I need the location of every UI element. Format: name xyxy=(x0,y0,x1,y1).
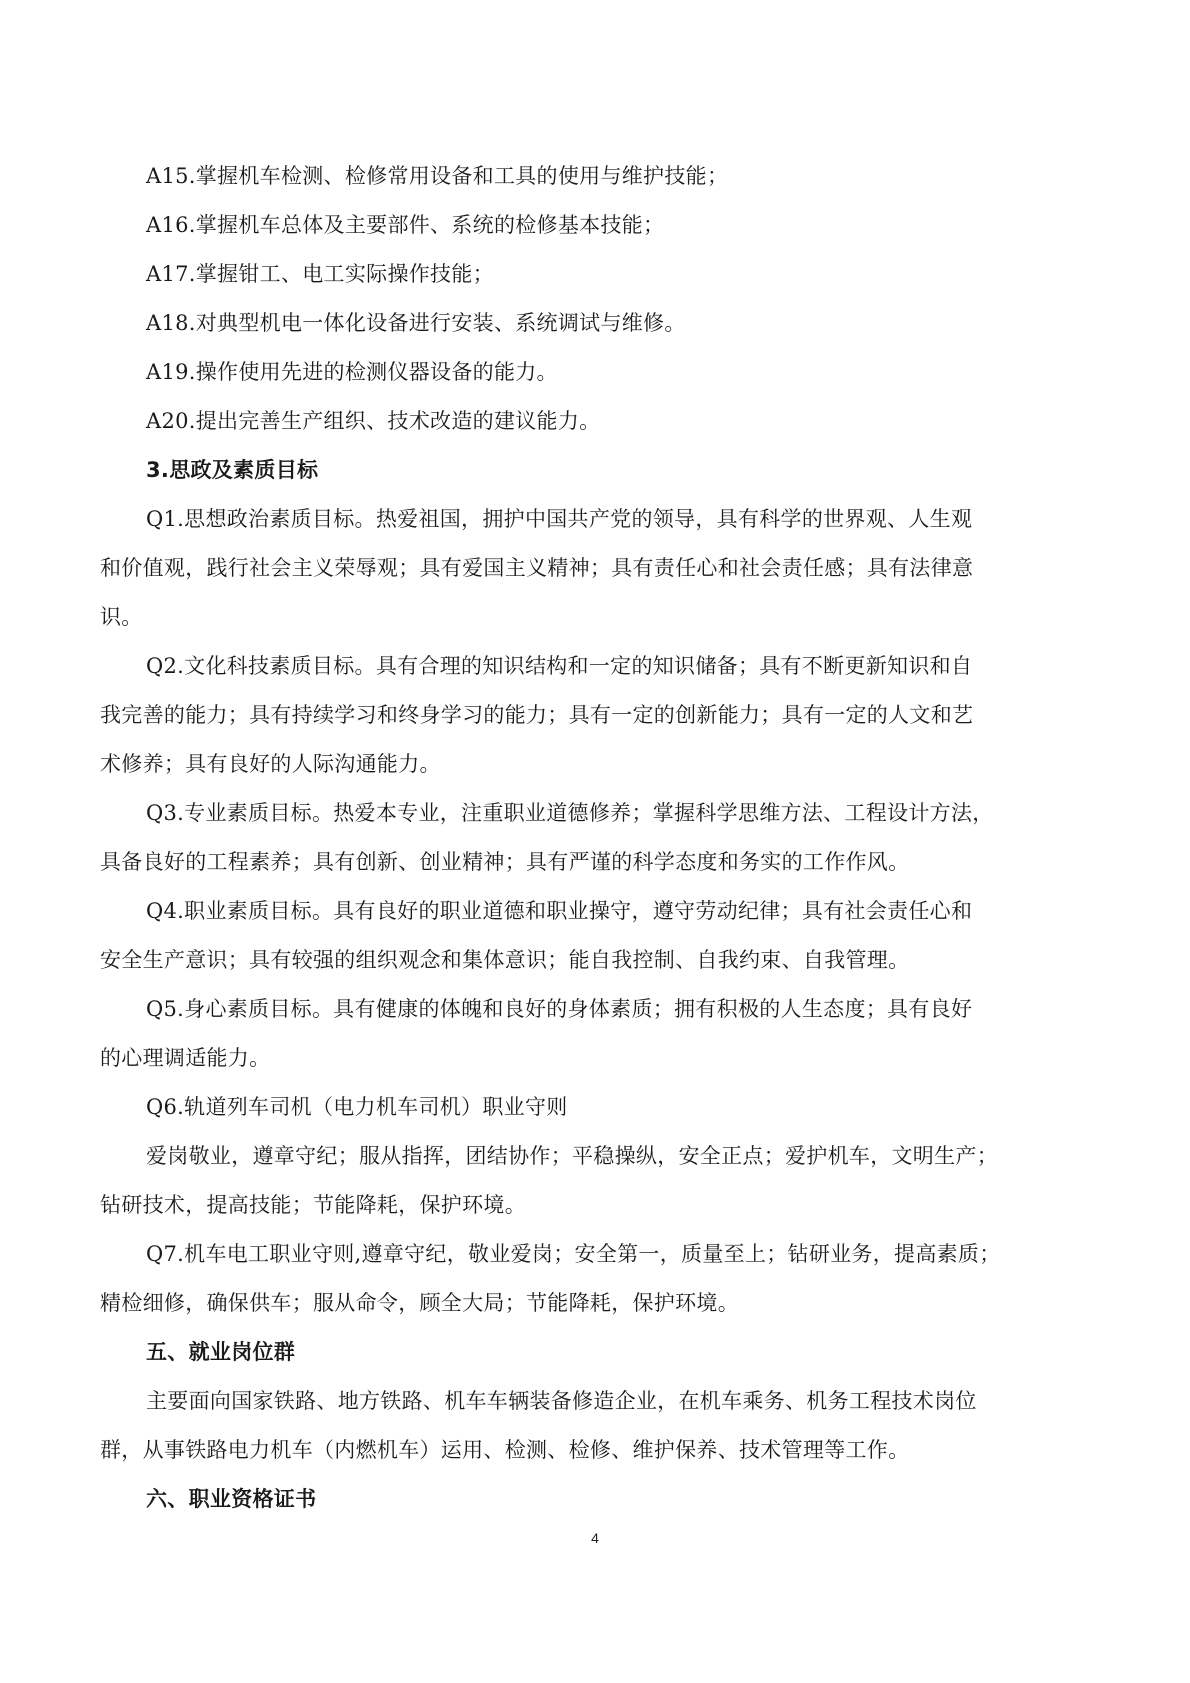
item-a17: A17.掌握钳工、电工实际操作技能； xyxy=(146,262,494,286)
paragraph-q5 xyxy=(100,985,1086,1083)
q4-line-1: Q4.职业素质目标。具有良好的职业道德和职业操守，遵守劳动纪律；具有社会责任心和 xyxy=(146,899,973,923)
q5-line-2: 的心理调适能力。 xyxy=(100,1046,271,1070)
q6-title: Q6.轨道列车司机（电力机车司机）职业守则 xyxy=(146,1095,568,1119)
q1-line-1: Q1.思想政治素质目标。热爱祖国，拥护中国共产党的领导，具有科学的世界观、人生观 xyxy=(146,507,973,531)
section-5-line-2: 群，从事铁路电力机车（内燃机车）运用、检测、检修、维护保养、技术管理等工作。 xyxy=(100,1438,910,1462)
section-5-line-1: 主要面向国家铁路、地方铁路、机车车辆装备修造企业，在机车乘务、机务工程技术岗位 xyxy=(146,1389,977,1413)
paragraph-q7 xyxy=(100,1230,1086,1328)
item-a19: A19.操作使用先进的检测仪器设备的能力。 xyxy=(146,360,558,384)
paragraph-q2 xyxy=(100,642,1086,789)
q2-line-1: Q2.文化科技素质目标。具有合理的知识结构和一定的知识储备；具有不断更新知识和自 xyxy=(146,654,973,678)
q1-line-3: 识。 xyxy=(100,605,143,629)
paragraph-q4 xyxy=(100,887,1086,985)
q3-line-2: 具备良好的工程素养；具有创新、创业精神；具有严谨的科学态度和务实的工作作风。 xyxy=(100,850,910,874)
q5-line-1: Q5.身心素质目标。具有健康的体魄和良好的身体素质；拥有积极的人生态度；具有良好 xyxy=(146,997,973,1021)
section-3-heading: 3.思政及素质目标 xyxy=(146,458,319,482)
q6-line-2: 钻研技术，提高技能；节能降耗，保护环境。 xyxy=(100,1193,526,1217)
q1-line-2: 和价值观，践行社会主义荣辱观；具有爱国主义精神；具有责任心和社会责任感；具有法律意 xyxy=(100,556,974,580)
item-a15: A15.掌握机车检测、检修常用设备和工具的使用与维护技能； xyxy=(146,164,729,188)
paragraph-section-5 xyxy=(100,1377,1086,1475)
section-5-heading: 五、就业岗位群 xyxy=(146,1340,296,1364)
item-a16: A16.掌握机车总体及主要部件、系统的检修基本技能； xyxy=(146,213,665,237)
paragraph-q1 xyxy=(100,495,1086,642)
q3-line-1: Q3.专业素质目标。热爱本专业，注重职业道德修养；掌握科学思维方法、工程设计方法， xyxy=(146,801,994,825)
item-a20: A20.提出完善生产组织、技术改造的建议能力。 xyxy=(146,409,601,433)
q7-line-1: Q7.机车电工职业守则,遵章守纪，敬业爱岗；安全第一，质量至上；钻研业务，提高素质； xyxy=(146,1242,1001,1266)
q2-line-2: 我完善的能力；具有持续学习和终身学习的能力；具有一定的创新能力；具有一定的人文和艺 xyxy=(100,703,974,727)
page-number: 4 xyxy=(591,1530,599,1546)
q6-line-1: 爱岗敬业，遵章守纪；服从指挥，团结协作；平稳操纵，安全正点；爱护机车，文明生产； xyxy=(146,1144,998,1168)
document-body xyxy=(100,152,1086,1524)
section-6-heading: 六、职业资格证书 xyxy=(146,1487,317,1511)
paragraph-q3 xyxy=(100,789,1086,887)
q7-line-2: 精检细修，确保供车；服从命令，顾全大局；节能降耗，保护环境。 xyxy=(100,1291,739,1315)
paragraph-q6 xyxy=(100,1083,1086,1230)
item-a18: A18.对典型机电一体化设备进行安装、系统调试与维修。 xyxy=(146,311,686,335)
q2-line-3: 术修养；具有良好的人际沟通能力。 xyxy=(100,752,441,776)
q4-line-2: 安全生产意识；具有较强的组织观念和集体意识；能自我控制、自我约束、自我管理。 xyxy=(100,948,910,972)
